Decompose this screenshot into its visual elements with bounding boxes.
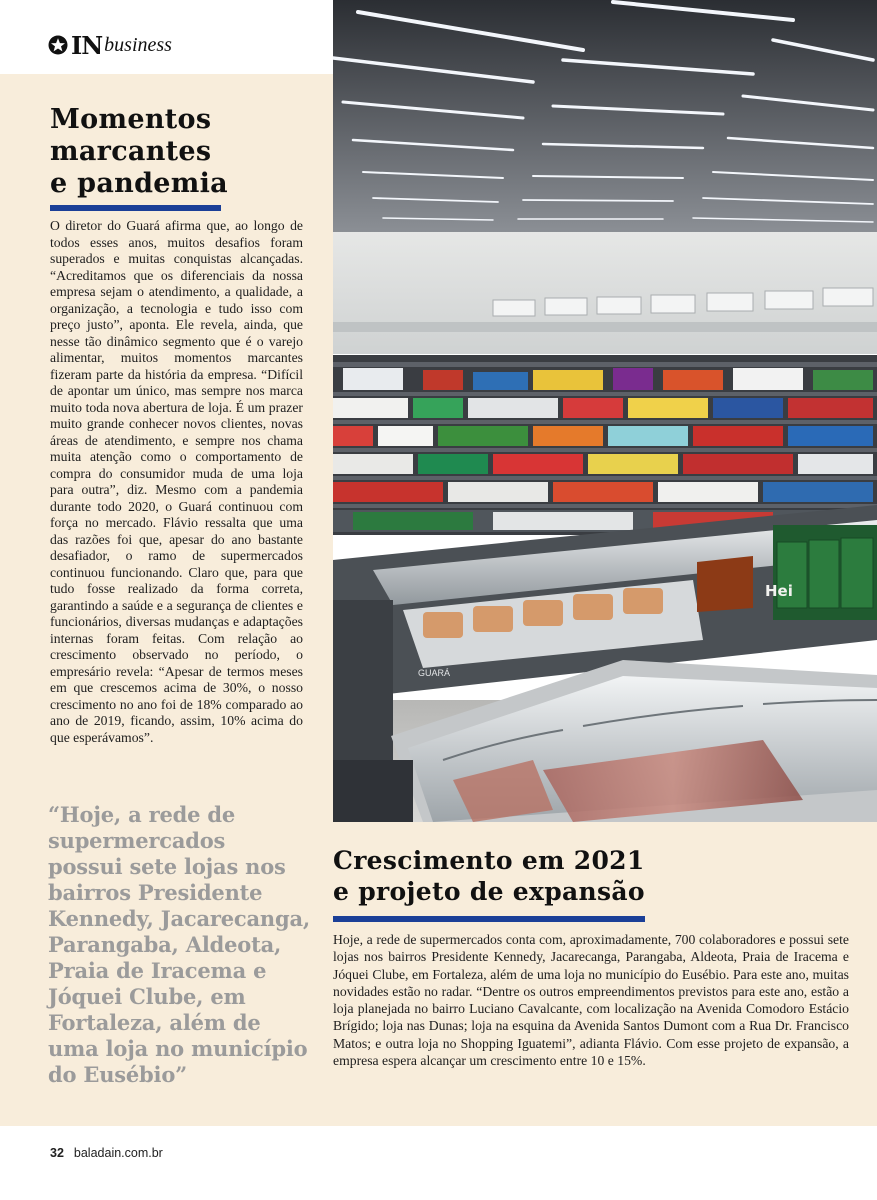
quote-line: “Hoje, a rede de xyxy=(48,802,236,827)
brand-in-text: IN xyxy=(71,30,103,60)
star-badge-icon xyxy=(48,35,68,55)
quote-line: Fortaleza, além de xyxy=(48,1010,261,1035)
supermarket-interior-photo xyxy=(333,0,877,822)
quote-line: bairros Presidente xyxy=(48,880,263,905)
headline-line: e projeto de expansão xyxy=(333,877,645,906)
quote-line: Kennedy, Jacarecanga, xyxy=(48,906,310,931)
quote-line: Praia de Iracema e xyxy=(48,958,267,983)
website-link[interactable]: baladain.com.br xyxy=(73,1146,163,1160)
section-2-body: Hoje, a rede de supermercados conta com, aproximadamente, 700 colaboradores e possui sete lojas nos bairros Presidente Kennedy, Jacarecanga, Parangaba, Aldeota, Praia de Iracema e Jóquei Clube, em Fortaleza, além de uma loja no município do Eusébio. Para este ano, muitas novidades estão no radar. “Dentre os outros empreendimentos previstos para este ano, estão a loja planejada no bairro Luciano Cavalcante, com localização na Avenida Comodoro Estácio Brígido; loja nas Dunas; loja na esquina da Avenida Santos Dumont com a Rua Dr. Francisco Matos; e outra loja no Shopping Iguatemi”, adianta Flávio. Com esse projeto de expansão, a empresa espera alcançar um crescimento entre 10 e 15%. xyxy=(333,932,849,1069)
pull-quote xyxy=(48,802,328,1088)
section-2-headline xyxy=(333,845,853,907)
headline-line: marcantes xyxy=(50,136,212,167)
page-number: 32 xyxy=(50,1146,64,1160)
quote-line: Parangaba, Aldeota, xyxy=(48,932,282,957)
freezer-brand-label: GUARÁ xyxy=(418,668,451,678)
headline-line: Crescimento em 2021 xyxy=(333,846,645,875)
beer-brand-label: Hei xyxy=(765,582,793,600)
quote-line: uma loja no município xyxy=(48,1036,308,1061)
brand-section-text: business xyxy=(104,33,172,56)
quote-line: possui sete lojas nos xyxy=(48,854,286,879)
headline-line: Momentos xyxy=(50,104,212,135)
quote-line: supermercados xyxy=(48,828,226,853)
headline-underline xyxy=(50,205,221,211)
quote-line: Jóquei Clube, em xyxy=(48,984,246,1009)
section-1-body: O diretor do Guará afirma que, ao longo de todos esses anos, muitos desafios foram superados e muitas conquistas alcançadas. “Acreditamos que os diferenciais da nossa empresa sejam o atendimento, a qualidade, a organização, a tecnologia e tudo isso com preço justo”, aponta. Ele revela, ainda, que nesse tão dinâmico segmento que é o varejo alimentar, muitos momentos marcantes fizeram parte da história da empresa. “Difícil de apontar um único, mas sempre nos marca muito toda nova abertura de loja. É um prazer muito grande conhecer novos clientes, novas áreas de atendimento, e sempre nos chama muita atenção como o comportamento de compra do consumidor muda de uma loja para outra”, diz. Mesmo com a pandemia durante todo 2020, o Guará continuou com força no mercado. Flávio ressalta que uma das razões foi que, apesar do ano bastante desafiador, o ramo de supermercados continuou funcionando. Claro que, para que tudo fosse realizado da forma correta, garantindo a saúde e a segurança de clientes e funcionários, diversas mudanças e adaptações internas foram feitas. Com relação ao crescimento observado no período, o empresário revela: “Apesar de termos meses em que crescemos acima de 30%, o nosso crescimento no ano foi de 18% comparado ao ano de 2019, ficando, assim, 10% acima do que esperávamos”. xyxy=(50,218,303,745)
page-footer xyxy=(50,1146,163,1160)
headline-underline xyxy=(333,916,645,922)
headline-line: e pandemia xyxy=(50,168,228,199)
magazine-brand[interactable] xyxy=(48,30,172,60)
quote-line: do Eusébio” xyxy=(48,1062,188,1087)
section-1-headline xyxy=(50,104,320,200)
